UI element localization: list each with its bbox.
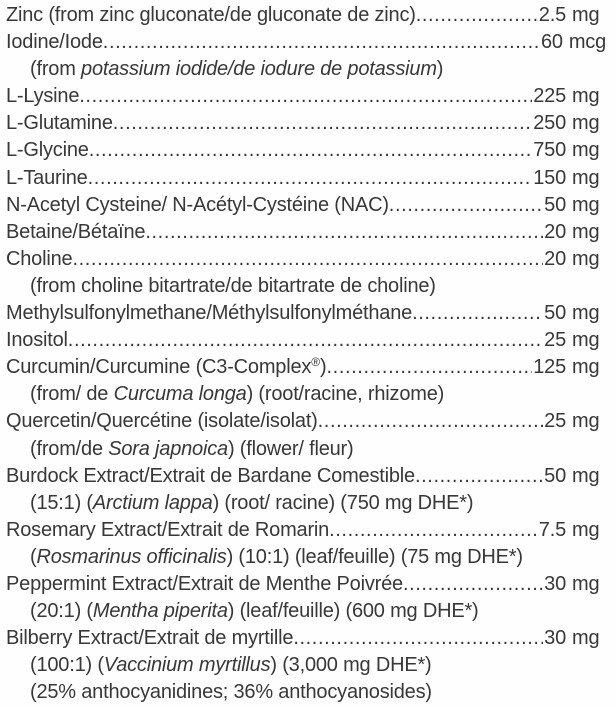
ingredient-name — [6, 354, 327, 383]
amount-unit: mg — [572, 112, 600, 135]
amount-unit: mg — [572, 329, 600, 352]
ingredient-row — [6, 625, 606, 652]
ingredient-name — [6, 29, 103, 56]
ingredient-text: ) (3,000 mg DHE*) — [270, 654, 432, 677]
leader-dots — [89, 137, 533, 164]
ingredient-row — [6, 219, 606, 246]
amount-value: 25 — [544, 410, 566, 433]
ingredient-text: ) (root/racine, rhizome) — [246, 383, 445, 406]
amount-value: 60 — [540, 31, 563, 54]
leader-dots — [72, 246, 543, 273]
ingredient-detail-row — [6, 652, 606, 679]
amount-value: 50 — [544, 302, 566, 325]
ingredient-detail-row — [6, 598, 606, 625]
ingredient-name — [30, 652, 432, 679]
ingredient-text: Burdock Extract/Extrait de Bardane Comestible — [6, 464, 415, 487]
amount-value: 20 — [544, 247, 566, 270]
amount-unit: mg — [572, 247, 600, 270]
ingredient-row — [6, 571, 606, 598]
ingredient-detail-row — [6, 679, 606, 706]
ingredient-text: Betaine/Bétaïne — [6, 220, 146, 243]
ingredient-text: L-Taurine — [6, 166, 88, 189]
ingredient-text: (from — [30, 58, 82, 81]
ingredient-name — [6, 110, 113, 137]
ingredient-text: Quercetin/Quercétine (isolate/isolat) — [6, 410, 318, 433]
ingredient-name — [6, 463, 415, 490]
ingredient-row — [6, 408, 606, 435]
amount-value: 750 — [533, 139, 566, 162]
amount-unit: mg — [572, 410, 600, 433]
ingredient-text: (15:1) ( — [30, 491, 93, 514]
ingredient-text: Peppermint Extract/Extrait de Menthe Poivrée — [6, 572, 403, 595]
latin-name-text: Arctium lappa — [92, 491, 213, 514]
amount-unit: mcg — [568, 31, 606, 54]
ingredient-name — [6, 625, 293, 652]
leader-dots — [293, 625, 543, 652]
ingredient-amount — [544, 408, 606, 435]
ingredient-detail-row — [6, 56, 606, 83]
ingredient-row — [6, 83, 606, 110]
ingredient-name — [30, 381, 444, 408]
ingredient-amount — [544, 463, 606, 490]
ingredient-row — [6, 137, 606, 164]
ingredient-text: ) — [436, 58, 444, 81]
ingredient-name — [30, 273, 436, 300]
ingredient-text: N-Acetyl Cysteine/ N-Acétyl-Cystéine (NAC) — [6, 193, 389, 216]
amount-unit: mg — [572, 139, 600, 162]
ingredient-text: (from/de — [30, 437, 109, 460]
leader-dots — [329, 517, 538, 544]
ingredient-row — [6, 2, 606, 29]
ingredient-row — [6, 354, 606, 381]
amount-unit: mg — [572, 302, 600, 325]
ingredient-row — [6, 517, 606, 544]
ingredient-name — [6, 517, 329, 544]
amount-value: 30 — [544, 627, 566, 650]
amount-unit: mg — [572, 85, 600, 108]
ingredient-name — [30, 56, 443, 83]
amount-value: 125 — [533, 356, 566, 379]
amount-value: 150 — [533, 166, 566, 189]
ingredient-row — [6, 300, 606, 327]
ingredient-name — [30, 679, 432, 706]
leader-dots — [412, 300, 543, 327]
ingredient-name — [6, 137, 89, 164]
ingredient-name — [6, 327, 68, 354]
ingredient-amount — [544, 625, 606, 652]
leader-dots — [88, 165, 533, 192]
amount-unit: mg — [572, 193, 600, 216]
latin-name-text: Curcuma longa — [113, 383, 247, 406]
ingredient-text: ( — [30, 545, 37, 568]
ingredient-amount — [533, 110, 606, 137]
amount-value: 50 — [544, 464, 566, 487]
ingredient-list — [6, 2, 606, 706]
ingredient-text: ) (leaf/feuille) (600 mg DHE*) — [227, 600, 479, 623]
ingredient-text: L-Lysine — [6, 85, 80, 108]
ingredient-text: ) (root/ racine) (750 mg DHE*) — [212, 491, 474, 514]
ingredient-amount — [539, 517, 606, 544]
ingredient-amount — [533, 137, 606, 164]
latin-name-text: Rosmarinus officinalis — [36, 545, 227, 568]
leader-dots — [79, 83, 532, 110]
ingredient-name — [6, 300, 412, 327]
leader-dots — [103, 29, 540, 56]
ingredient-amount — [533, 354, 606, 381]
latin-name-text: Mentha piperita — [92, 600, 228, 623]
amount-unit: mg — [572, 627, 600, 650]
ingredient-row — [6, 246, 606, 273]
ingredient-name — [6, 192, 389, 219]
amount-value: 225 — [533, 85, 566, 108]
registered-mark: ® — [311, 355, 321, 370]
ingredient-amount — [544, 571, 606, 598]
ingredient-name — [6, 165, 88, 192]
ingredient-text: Bilberry Extract/Extrait de myrtille — [6, 627, 294, 650]
leader-dots — [113, 110, 532, 137]
ingredient-detail-row — [6, 273, 606, 300]
ingredient-row — [6, 165, 606, 192]
ingredient-text: Curcumin/Curcumine (C3-Complex — [6, 356, 312, 379]
ingredient-detail-row — [6, 490, 606, 517]
leader-dots — [416, 2, 538, 29]
ingredient-amount — [544, 192, 606, 219]
ingredient-name — [30, 544, 523, 571]
ingredient-detail-row — [6, 381, 606, 408]
ingredient-amount — [533, 83, 606, 110]
ingredient-row — [6, 463, 606, 490]
ingredient-amount — [544, 327, 606, 354]
amount-unit: mg — [572, 220, 600, 243]
ingredient-amount — [544, 300, 606, 327]
amount-unit: mg — [572, 518, 600, 541]
ingredient-row — [6, 110, 606, 137]
latin-name-text: Vaccinium myrtillus — [103, 654, 271, 677]
ingredient-text: Zinc (from zinc gluconate/de gluconate de zinc) — [6, 4, 416, 26]
ingredient-text: (25% anthocyanidines; 36% anthocyanosides) — [30, 681, 432, 704]
ingredient-name — [6, 571, 403, 598]
ingredient-name — [6, 219, 145, 246]
ingredient-amount — [539, 2, 606, 29]
amount-value: 30 — [544, 572, 566, 595]
amount-unit: mg — [572, 572, 600, 595]
leader-dots — [145, 219, 543, 246]
ingredient-text: ) (flower/ fleur) — [227, 437, 354, 460]
ingredient-name — [6, 83, 79, 110]
ingredient-detail-row — [6, 544, 606, 571]
ingredient-text: Rosemary Extract/Extrait de Romarin — [6, 518, 330, 541]
leader-dots — [318, 408, 544, 435]
ingredient-name — [30, 598, 479, 625]
amount-value: 20 — [544, 220, 566, 243]
leader-dots — [68, 327, 543, 354]
ingredient-row — [6, 327, 606, 354]
ingredient-name — [30, 490, 473, 517]
amount-value: 25 — [544, 329, 566, 352]
ingredient-text: L-Glutamine — [6, 112, 113, 135]
ingredient-text: Choline — [6, 247, 73, 270]
ingredient-text: (from/ de — [30, 383, 114, 406]
ingredient-row — [6, 192, 606, 219]
ingredient-text: Inositol — [6, 329, 68, 352]
ingredient-name — [6, 2, 416, 29]
latin-name-text: Sora japnoica — [108, 437, 228, 460]
ingredient-text: ) (10:1) (leaf/feuille) (75 mg DHE*) — [226, 545, 523, 568]
ingredient-text: Iodine/Iode — [6, 31, 103, 54]
ingredient-row — [6, 29, 606, 56]
amount-value: 250 — [533, 112, 566, 135]
amount-unit: mg — [572, 166, 600, 189]
leader-dots — [389, 192, 543, 219]
ingredient-text: (20:1) ( — [30, 600, 93, 623]
amount-unit: mg — [572, 356, 600, 379]
ingredient-name — [6, 246, 72, 273]
ingredient-text: (100:1) ( — [30, 654, 104, 677]
ingredient-text: L-Glycine — [6, 139, 89, 162]
ingredient-text: Methylsulfonylmethane/Méthylsulfonylméthane — [6, 302, 413, 325]
amount-value: 7.5 — [538, 518, 566, 541]
ingredient-amount — [544, 246, 606, 273]
ingredient-text: (from choline bitartrate/de bitartrate de choline) — [30, 274, 436, 297]
amount-value: 2.5 — [538, 4, 566, 26]
ingredient-name — [30, 436, 353, 463]
leader-dots — [415, 463, 543, 490]
leader-dots — [403, 571, 543, 598]
ingredient-amount — [533, 165, 606, 192]
latin-name-text: potassium iodide/de iodure de potassium — [81, 58, 437, 81]
ingredient-amount — [541, 29, 606, 56]
ingredient-name — [6, 408, 318, 435]
amount-value: 50 — [544, 193, 566, 216]
leader-dots — [327, 354, 533, 381]
ingredient-detail-row — [6, 436, 606, 463]
amount-unit: mg — [572, 4, 600, 26]
ingredient-text: ) — [320, 356, 327, 379]
ingredient-amount — [544, 219, 606, 246]
amount-unit: mg — [572, 464, 600, 487]
